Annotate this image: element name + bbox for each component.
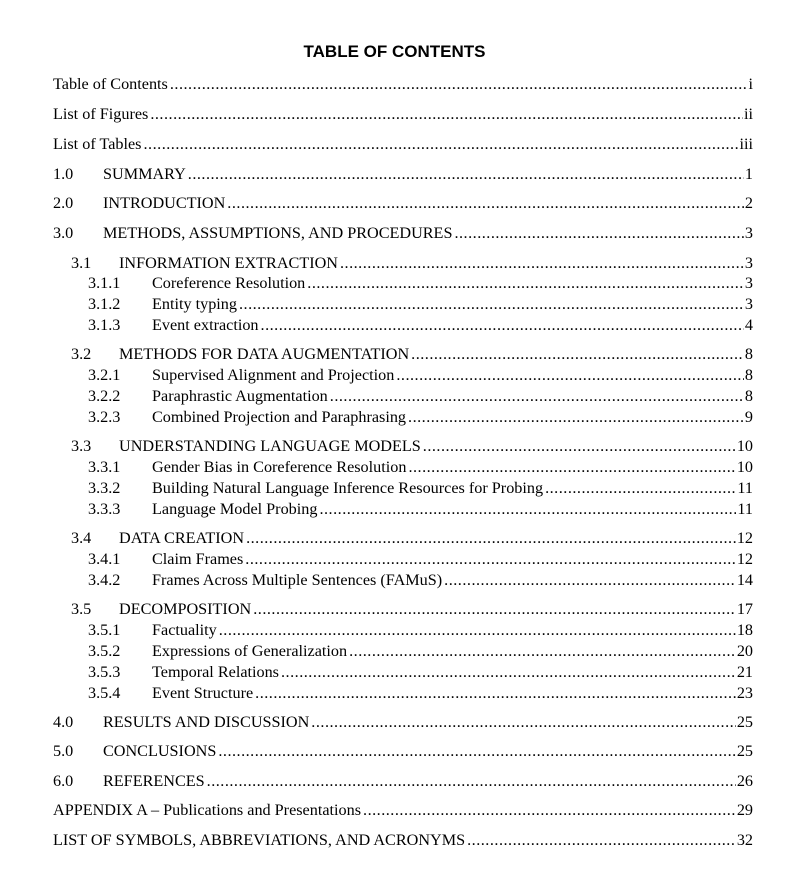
toc-entry-title: List of Tables [53,135,142,153]
toc-entry-title: Coreference Resolution [152,274,306,292]
toc-entry-title: LIST OF SYMBOLS, ABBREVIATIONS, AND ACRONYMS [53,831,466,849]
toc-entry-number: 1.0 [53,165,74,183]
toc-entry-number: 3.4.1 [88,550,121,568]
toc-entry[interactable] [88,386,753,406]
dot-leader [255,683,736,703]
dot-leader [408,407,744,427]
toc-entry[interactable] [88,549,753,569]
dot-leader [423,436,736,456]
dot-leader [454,223,743,243]
toc-entry[interactable] [71,599,753,619]
toc-entry-number: 5.0 [53,742,74,760]
toc-entry[interactable] [88,294,753,314]
toc-entry[interactable] [88,457,753,477]
toc-entry[interactable] [88,315,753,335]
toc-entry-page: 1 [744,165,753,183]
toc-entry-page: 10 [736,458,753,476]
dot-leader [408,457,735,477]
toc-entry-number: 3.5.4 [88,684,121,702]
toc-entry[interactable] [88,570,753,590]
toc-entry[interactable] [71,436,753,456]
toc-entry-page: 20 [736,642,753,660]
toc-entry[interactable] [53,74,753,94]
toc-entry[interactable] [88,365,753,385]
toc-entry-number: 4.0 [53,713,74,731]
toc-entry-number: 3.3.1 [88,458,121,476]
dot-leader [253,599,736,619]
toc-entry-page: 11 [737,500,753,518]
toc-entry[interactable] [53,712,753,732]
toc-entry-page: 32 [736,831,753,849]
toc-entry-title: METHODS, ASSUMPTIONS, AND PROCEDURES [103,224,453,242]
toc-entry-title: Paraphrastic Augmentation [152,387,328,405]
toc-entry-page: 18 [736,621,753,639]
toc-entry-page: iii [739,135,753,153]
toc-entry-title: Temporal Relations [152,663,279,681]
toc-entry[interactable] [88,620,753,640]
toc-entry[interactable] [88,662,753,682]
dot-leader [150,104,743,124]
toc-entry-page: 23 [736,684,753,702]
toc-entry-page: 21 [736,663,753,681]
toc-entry[interactable] [53,193,753,213]
toc-entry-title: REFERENCES [103,772,205,790]
toc-entry[interactable] [88,478,753,498]
toc-entry[interactable] [71,344,753,364]
toc-entry-title: DATA CREATION [119,529,245,547]
toc-entry-number: 3.4.2 [88,571,121,589]
dot-leader [170,74,748,94]
toc-entry-title: Event Structure [152,684,254,702]
toc-entry-page: 8 [744,345,753,363]
toc-entry-page: 3 [744,224,753,242]
dot-leader [330,386,744,406]
toc-entry-number: 3.5.2 [88,642,121,660]
toc-entry-title: METHODS FOR DATA AUGMENTATION [119,345,410,363]
toc-entry-number: 3.3 [71,437,92,455]
toc-entry-title: UNDERSTANDING LANGUAGE MODELS [119,437,421,455]
toc-entry-title: CONCLUSIONS [103,742,217,760]
toc-entry-title: Factuality [152,621,217,639]
toc-entry-number: 3.1.3 [88,316,121,334]
toc-entry-title: Event extraction [152,316,259,334]
toc-entry-number: 3.5.1 [88,621,121,639]
toc-entry-page: 17 [736,600,753,618]
toc-entry[interactable] [88,641,753,661]
toc-entry-page: 3 [744,254,753,272]
toc-entry-number: 3.2.2 [88,387,121,405]
toc-entry-title: Building Natural Language Inference Resources for Probing [152,479,544,497]
toc-entry[interactable] [71,253,753,273]
toc-entry[interactable] [88,683,753,703]
toc-entry[interactable] [53,771,753,791]
toc-entry-number: 3.4 [71,529,92,547]
toc-entry-title: Claim Frames [152,550,244,568]
toc-entry-page: 9 [744,408,753,426]
toc-entry-page: 25 [736,742,753,760]
toc-entry[interactable] [53,164,753,184]
dot-leader [307,273,744,293]
dot-leader [227,193,744,213]
dot-leader [396,365,744,385]
toc-entry-title: DECOMPOSITION [119,600,252,618]
toc-entry[interactable] [71,528,753,548]
dot-leader [340,253,744,273]
toc-entry[interactable] [53,741,753,761]
dot-leader [319,499,736,519]
toc-entry[interactable] [53,830,753,850]
toc-entry-number: 3.1.1 [88,274,121,292]
toc-entry[interactable] [53,800,753,820]
toc-entry-page: 12 [736,550,753,568]
toc-entry-number: 3.2.3 [88,408,121,426]
dot-leader [363,800,736,820]
toc-entry-title: Language Model Probing [152,500,318,518]
toc-entry[interactable] [88,499,753,519]
toc-entry-page: 14 [736,571,753,589]
toc-entry-number: 3.3.2 [88,479,121,497]
dot-leader [245,549,736,569]
toc-entry-number: 3.1 [71,254,92,272]
toc-entry-number: 3.5 [71,600,92,618]
toc-entry-title: INTRODUCTION [103,194,226,212]
toc-entry-number: 3.0 [53,224,74,242]
toc-entry[interactable] [53,104,753,124]
toc-entry-number: 3.2.1 [88,366,121,384]
dot-leader [349,641,736,661]
toc-entry-page: ii [744,105,753,123]
dot-leader [261,315,744,335]
toc-entry-number: 6.0 [53,772,74,790]
toc-entry-page: 3 [744,274,753,292]
toc-entry-page: 3 [744,295,753,313]
toc-entry-title: Supervised Alignment and Projection [152,366,395,384]
toc-entry-title: Table of Contents [53,75,168,93]
dot-leader [281,662,736,682]
toc-entry[interactable] [53,223,753,243]
dot-leader [411,344,744,364]
toc-entry-page: 12 [736,529,753,547]
toc-entry-number: 3.1.2 [88,295,121,313]
toc-entry-page: 8 [744,366,753,384]
toc-entry-page: i [748,75,753,93]
dot-leader [218,741,735,761]
toc-entry[interactable] [88,273,753,293]
toc-entry-number: 3.2 [71,345,92,363]
toc-entry-number: 2.0 [53,194,74,212]
toc-entry-page: 11 [737,479,753,497]
toc-entry-title: Combined Projection and Paraphrasing [152,408,407,426]
dot-leader [144,134,739,154]
toc-entry-page: 10 [736,437,753,455]
dot-leader [207,771,736,791]
toc-entry-title: Frames Across Multiple Sentences (FAMuS) [152,571,443,589]
toc-entry-title: INFORMATION EXTRACTION [119,254,338,272]
toc-entry-title: Entity typing [152,295,237,313]
dot-leader [467,830,736,850]
toc-entry-page: 26 [736,772,753,790]
toc-entry-page: 8 [744,387,753,405]
toc-entry-title: APPENDIX A – Publications and Presentations [53,801,362,819]
dot-leader [188,164,744,184]
toc-entry-page: 25 [736,713,753,731]
dot-leader [311,712,736,732]
toc-entry-title: Expressions of Generalization [152,642,348,660]
toc-entry-page: 4 [744,316,753,334]
toc-entry[interactable] [53,134,753,154]
toc-entry-title: SUMMARY [103,165,186,183]
dot-leader [219,620,736,640]
toc-entry-number: 3.5.3 [88,663,121,681]
toc-entry-title: Gender Bias in Coreference Resolution [152,458,407,476]
toc-entry-number: 3.3.3 [88,500,121,518]
dot-leader [246,528,736,548]
toc-entry-title: RESULTS AND DISCUSSION [103,713,310,731]
toc-entry-page: 2 [744,194,753,212]
toc-entry[interactable] [88,407,753,427]
dot-leader [545,478,736,498]
page-title: TABLE OF CONTENTS [303,42,486,61]
toc-entry-title: List of Figures [53,105,149,123]
dot-leader [444,570,736,590]
toc-entry-page: 29 [736,801,753,819]
dot-leader [239,294,744,314]
